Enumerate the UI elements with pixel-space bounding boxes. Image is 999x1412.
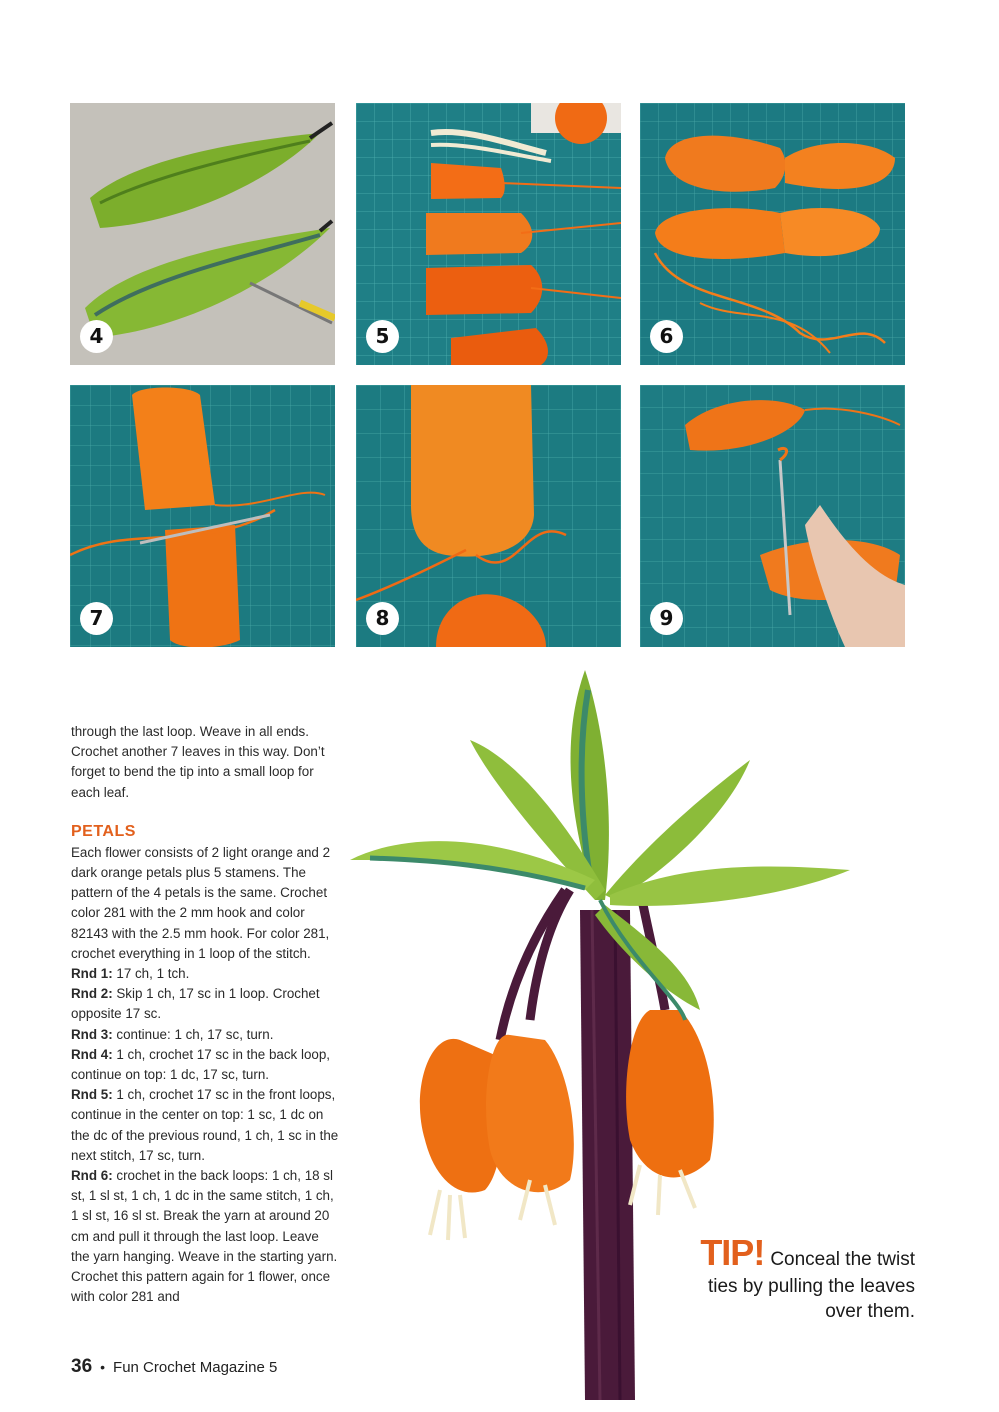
round-instruction <box>71 964 341 984</box>
step-photo-8 <box>356 385 621 647</box>
tip-callout <box>690 1232 915 1324</box>
page-number: 36 <box>71 1356 93 1377</box>
photo-grid <box>70 103 905 648</box>
round-label: Rnd 3: <box>71 1026 113 1042</box>
round-label: Rnd 6: <box>71 1168 113 1184</box>
petals-intro-paragraph: Each flower consists of 2 light orange and 2 dark orange petals plus 5 stamens. The pattern of the 4 petals is the same. Crochet color 281 with the 2 mm hook and color 82143 with the 2.5 mm hook. For color 281, crochet everything in 1 loop of the stitch. <box>71 844 331 961</box>
round-label: Rnd 1: <box>71 966 113 982</box>
round-label: Rnd 2: <box>71 986 113 1002</box>
round-label: Rnd 4: <box>71 1046 113 1062</box>
step-photo-5 <box>356 103 621 365</box>
magazine-title: Fun Crochet Magazine 5 <box>113 1359 278 1376</box>
step-photo-6 <box>640 103 905 365</box>
tip-text-line-3: over them. <box>825 1301 915 1322</box>
round-text: crochet in the back loops: 1 ch, 18 sl st, 1 sl st, 1 ch, 1 dc in the same stitch, 1 ch, 1 sl st, 16 sl st. Break the yarn at around 20 cm and pull it through the last loop. Leave the yarn hanging. Weave in the starting yarn. Crochet this pattern again for 1 flower, once with color 281 and <box>71 1168 338 1305</box>
step-number-7: 7 <box>80 602 113 635</box>
round-instruction <box>71 1166 341 1307</box>
tip-text-line-2: ties by pulling the leaves <box>707 1276 915 1297</box>
round-instruction <box>71 984 341 1024</box>
round-text: 1 ch, crochet 17 sc in the front loops, continue in the center on top: 1 sc, 1 dc on the dc of the previous round, 1 ch, 1 sc in the next stitch, 17 sc, turn. <box>71 1087 339 1163</box>
pattern-text-column <box>71 722 341 1307</box>
step-photo-4 <box>70 103 335 365</box>
step-number-8: 8 <box>366 602 399 635</box>
petals-heading: PETALS <box>71 822 136 840</box>
tip-first-line <box>690 1232 915 1274</box>
step-photo-7 <box>70 385 335 647</box>
round-text: 1 ch, crochet 17 sc in the back loop, continue on top: 1 dc, 17 sc, turn. <box>71 1046 331 1083</box>
step-number-6: 6 <box>650 320 683 353</box>
step-number-4: 4 <box>80 320 113 353</box>
round-text: Skip 1 ch, 17 sc in 1 loop. Crochet opposite 17 sc. <box>71 986 320 1022</box>
round-instruction <box>71 1045 341 1085</box>
round-text: 17 ch, 1 tch. <box>112 966 190 982</box>
step-number-5: 5 <box>366 320 399 353</box>
round-instruction <box>71 1025 341 1045</box>
tip-title: TIP! <box>700 1232 765 1273</box>
step-photo-9 <box>640 385 905 647</box>
step-number-9: 9 <box>650 602 683 635</box>
round-instruction <box>71 1085 341 1166</box>
intro-paragraph: through the last loop. Weave in all ends. Crochet another 7 leaves in this way. Don’t forget to bend the tip into a small loop for each leaf. <box>71 724 325 800</box>
flower-bell <box>626 1010 714 1215</box>
flower-bell <box>486 1035 574 1225</box>
tip-text-line-1: Conceal the twist <box>770 1249 915 1270</box>
page-footer <box>71 1356 277 1378</box>
round-label: Rnd 5: <box>71 1087 113 1103</box>
footer-separator: • <box>100 1359 106 1375</box>
round-text: continue: 1 ch, 17 sc, turn. <box>112 1026 274 1042</box>
